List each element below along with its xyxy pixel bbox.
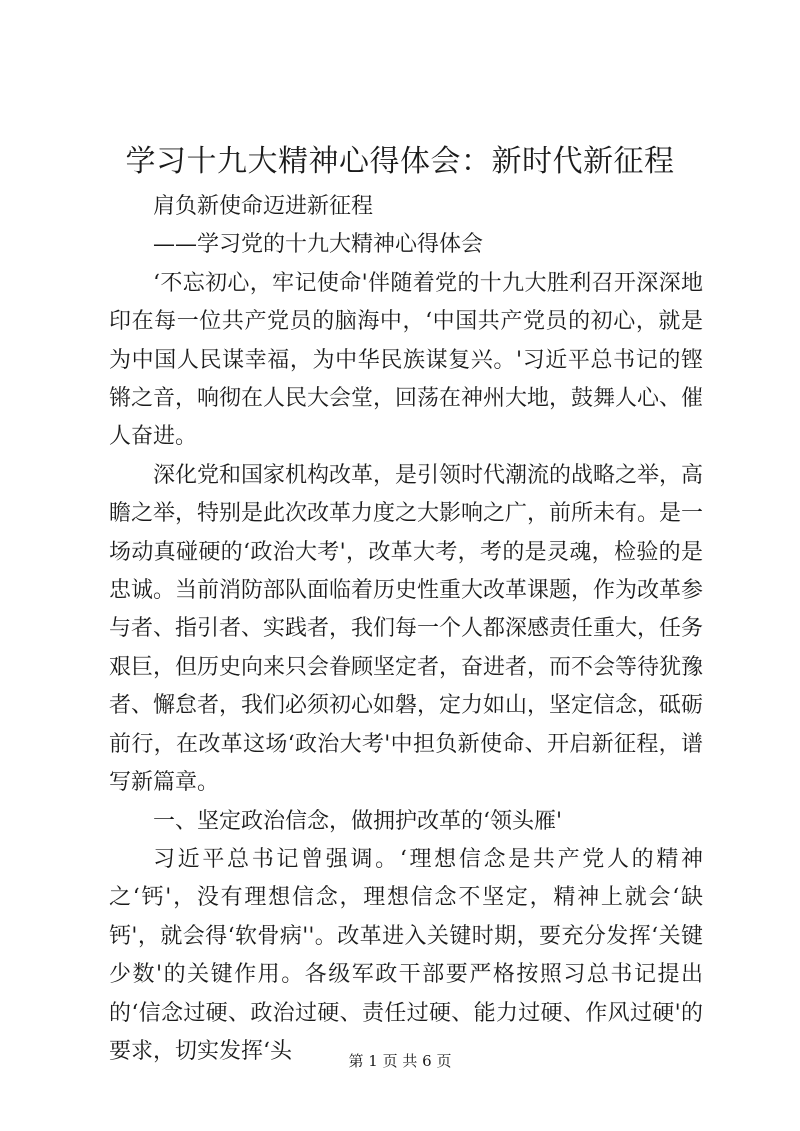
body-paragraph: 习近平总书记曾强调。‘理想信念是共产党人的精神之‘钙'，没有理想信念，理想信念不坚定，精神上就会‘缺钙'，就会得‘软骨病''。改革进入关键时期，要充分发挥‘关键少数'的关键作用。各级军政干部要严格按照习总书记提出的‘信念过硬、政治过硬、责任过硬、能力过硬、作风过硬'的要求，切实发挥‘头	[109, 846, 703, 1064]
subtitle: 肩负新使命迈进新征程	[153, 194, 374, 219]
body-paragraph: ‘不忘初心，牢记使命'伴随着党的十九大胜利召开深深地印在每一位共产党员的脑海中，‘中国共产党员的初心，就是为中国人民谋幸福，为中华民族谋复兴。'习近平总书记的铿锵之音，响彻在人民大会堂，回荡在神州大地，鼓舞人心、催人奋进。	[109, 270, 704, 450]
document-body	[109, 188, 703, 1071]
body-paragraph: 深化党和国家机构改革，是引领时代潮流的战略之举，高瞻之举，特别是此次改革力度之大影响之广，前所未有。是一场动真碰硬的‘政治大考'，改革大考，考的是灵魂，检验的是忠诚。当前消防部队面临着历史性重大改革课题，作为改革参与者、指引者、实践者，我们每一个人都深感责任重大，任务艰巨，但历史向来只会眷顾坚定者，奋进者，而不会等待犹豫者、懈怠者，我们必须初心如磐，定力如山，坚定信念，砥砺前行，在改革这场‘政治大考'中担负新使命、开启新征程，谱写新篇章。	[109, 462, 704, 796]
document-title: 学习十九大精神心得体会：新时代新征程	[125, 144, 675, 179]
page-number-footer: 第 1 页 共 6 页	[348, 1052, 452, 1070]
section-heading: 一、坚定政治信念，做拥护改革的‘领头雁'	[153, 808, 563, 834]
subtitle-secondary: ——学习党的十九大精神心得体会	[153, 232, 484, 258]
